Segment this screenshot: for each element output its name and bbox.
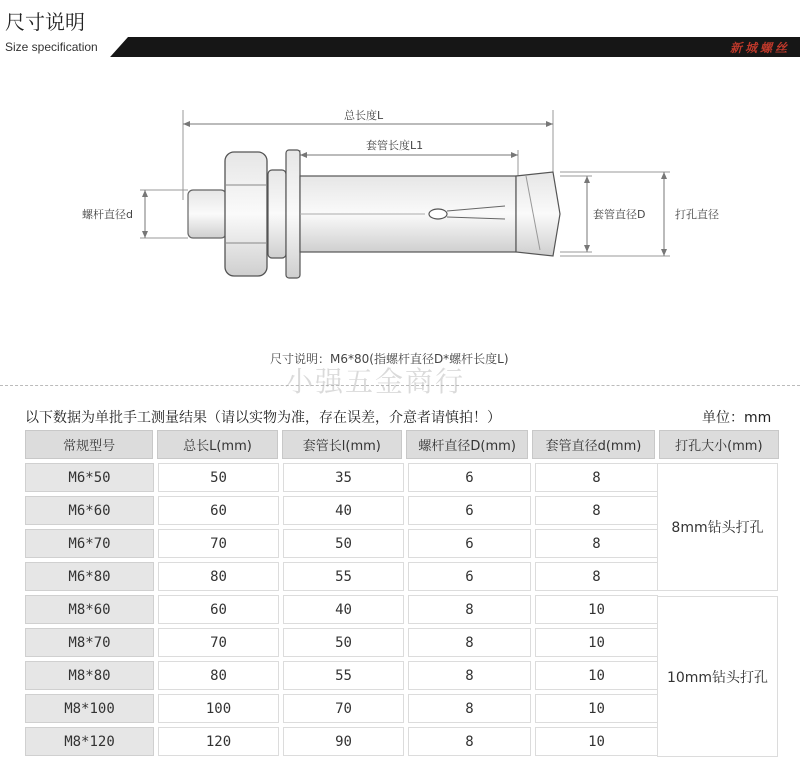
cell-model: M8*60 bbox=[25, 595, 154, 624]
cell-model: M8*120 bbox=[25, 727, 154, 756]
cell-bolt-diameter: 8 bbox=[408, 595, 531, 624]
table-header-row bbox=[25, 430, 779, 459]
section-title: 尺寸说明 bbox=[5, 10, 85, 34]
cell-model: M6*80 bbox=[25, 562, 154, 591]
measurement-note: 以下数据为单批手工测量结果（请以实物为准，存在误差，介意者请慎拍！） bbox=[25, 410, 501, 426]
drill-group-m6: 8mm钻头打孔 bbox=[657, 463, 778, 591]
cell-total-length: 120 bbox=[158, 727, 279, 756]
cell-bolt-diameter: 8 bbox=[408, 694, 531, 723]
cell-sleeve-length: 40 bbox=[283, 496, 404, 525]
cell-bolt-diameter: 8 bbox=[408, 661, 531, 690]
cell-sleeve-length: 55 bbox=[283, 661, 404, 690]
unit-label: 单位：mm bbox=[702, 410, 772, 426]
cell-total-length: 60 bbox=[158, 595, 279, 624]
cell-bolt-diameter: 6 bbox=[408, 529, 531, 558]
header-bolt-diameter: 螺杆直径D(mm) bbox=[406, 430, 528, 459]
spec-table bbox=[25, 430, 779, 760]
bolt-diagram bbox=[0, 60, 800, 350]
flat-washer bbox=[286, 150, 300, 278]
hex-nut bbox=[225, 152, 267, 276]
header-total-length: 总长L(mm) bbox=[157, 430, 277, 459]
cell-sleeve-diameter: 10 bbox=[535, 727, 658, 756]
cell-model: M8*70 bbox=[25, 628, 154, 657]
bolt-diameter-label: 螺杆直径d bbox=[82, 208, 133, 221]
cell-model: M6*60 bbox=[25, 496, 154, 525]
cell-total-length: 70 bbox=[158, 628, 279, 657]
cell-sleeve-diameter: 10 bbox=[535, 661, 658, 690]
cell-sleeve-length: 35 bbox=[283, 463, 404, 492]
cell-total-length: 80 bbox=[158, 562, 279, 591]
cell-bolt-diameter: 8 bbox=[408, 628, 531, 657]
cell-total-length: 80 bbox=[158, 661, 279, 690]
sleeve-length-label: 套管长度L1 bbox=[366, 139, 424, 152]
cell-sleeve-diameter: 8 bbox=[535, 463, 658, 492]
cell-sleeve-diameter: 10 bbox=[535, 595, 658, 624]
cell-sleeve-diameter: 8 bbox=[535, 496, 658, 525]
cell-sleeve-diameter: 10 bbox=[535, 628, 658, 657]
cell-sleeve-length: 40 bbox=[283, 595, 404, 624]
cell-total-length: 100 bbox=[158, 694, 279, 723]
header-sleeve-length: 套管长l(mm) bbox=[282, 430, 402, 459]
sleeve-diameter-label: 套管直径D bbox=[593, 208, 646, 221]
cell-model: M6*70 bbox=[25, 529, 154, 558]
drill-diameter-label: 打孔直径 bbox=[675, 208, 719, 221]
cone-head bbox=[516, 172, 560, 256]
cell-total-length: 60 bbox=[158, 496, 279, 525]
cell-sleeve-length: 50 bbox=[283, 529, 404, 558]
shop-watermark: 小强五金商行 bbox=[285, 365, 466, 398]
header-sleeve-diameter: 套管直径d(mm) bbox=[532, 430, 654, 459]
cell-sleeve-diameter: 8 bbox=[535, 529, 658, 558]
cell-sleeve-length: 50 bbox=[283, 628, 404, 657]
drill-group-m8: 10mm钻头打孔 bbox=[657, 596, 778, 757]
cell-bolt-diameter: 6 bbox=[408, 463, 531, 492]
cell-model: M8*80 bbox=[25, 661, 154, 690]
cell-sleeve-length: 90 bbox=[283, 727, 404, 756]
brand-logo: 新城螺丝 bbox=[729, 41, 790, 55]
header-drill-size: 打孔大小(mm) bbox=[659, 430, 779, 459]
size-caption: 尺寸说明：M6*80(指螺杆直径D*螺杆长度L) bbox=[270, 352, 509, 366]
cell-sleeve-length: 55 bbox=[283, 562, 404, 591]
spring-washer bbox=[268, 170, 286, 258]
header-model: 常规型号 bbox=[25, 430, 153, 459]
cell-total-length: 70 bbox=[158, 529, 279, 558]
cell-bolt-diameter: 6 bbox=[408, 496, 531, 525]
total-length-label: 总长度L bbox=[344, 109, 384, 122]
cell-sleeve-diameter: 10 bbox=[535, 694, 658, 723]
section-subtitle: Size specification bbox=[5, 40, 98, 54]
bolt-thread-end bbox=[188, 190, 226, 238]
section-header bbox=[0, 0, 800, 60]
sleeve-slot bbox=[429, 209, 447, 219]
cell-model: M6*50 bbox=[25, 463, 154, 492]
cell-bolt-diameter: 8 bbox=[408, 727, 531, 756]
cell-sleeve-length: 70 bbox=[283, 694, 404, 723]
cell-total-length: 50 bbox=[158, 463, 279, 492]
cell-model: M8*100 bbox=[25, 694, 154, 723]
cell-bolt-diameter: 6 bbox=[408, 562, 531, 591]
cell-sleeve-diameter: 8 bbox=[535, 562, 658, 591]
